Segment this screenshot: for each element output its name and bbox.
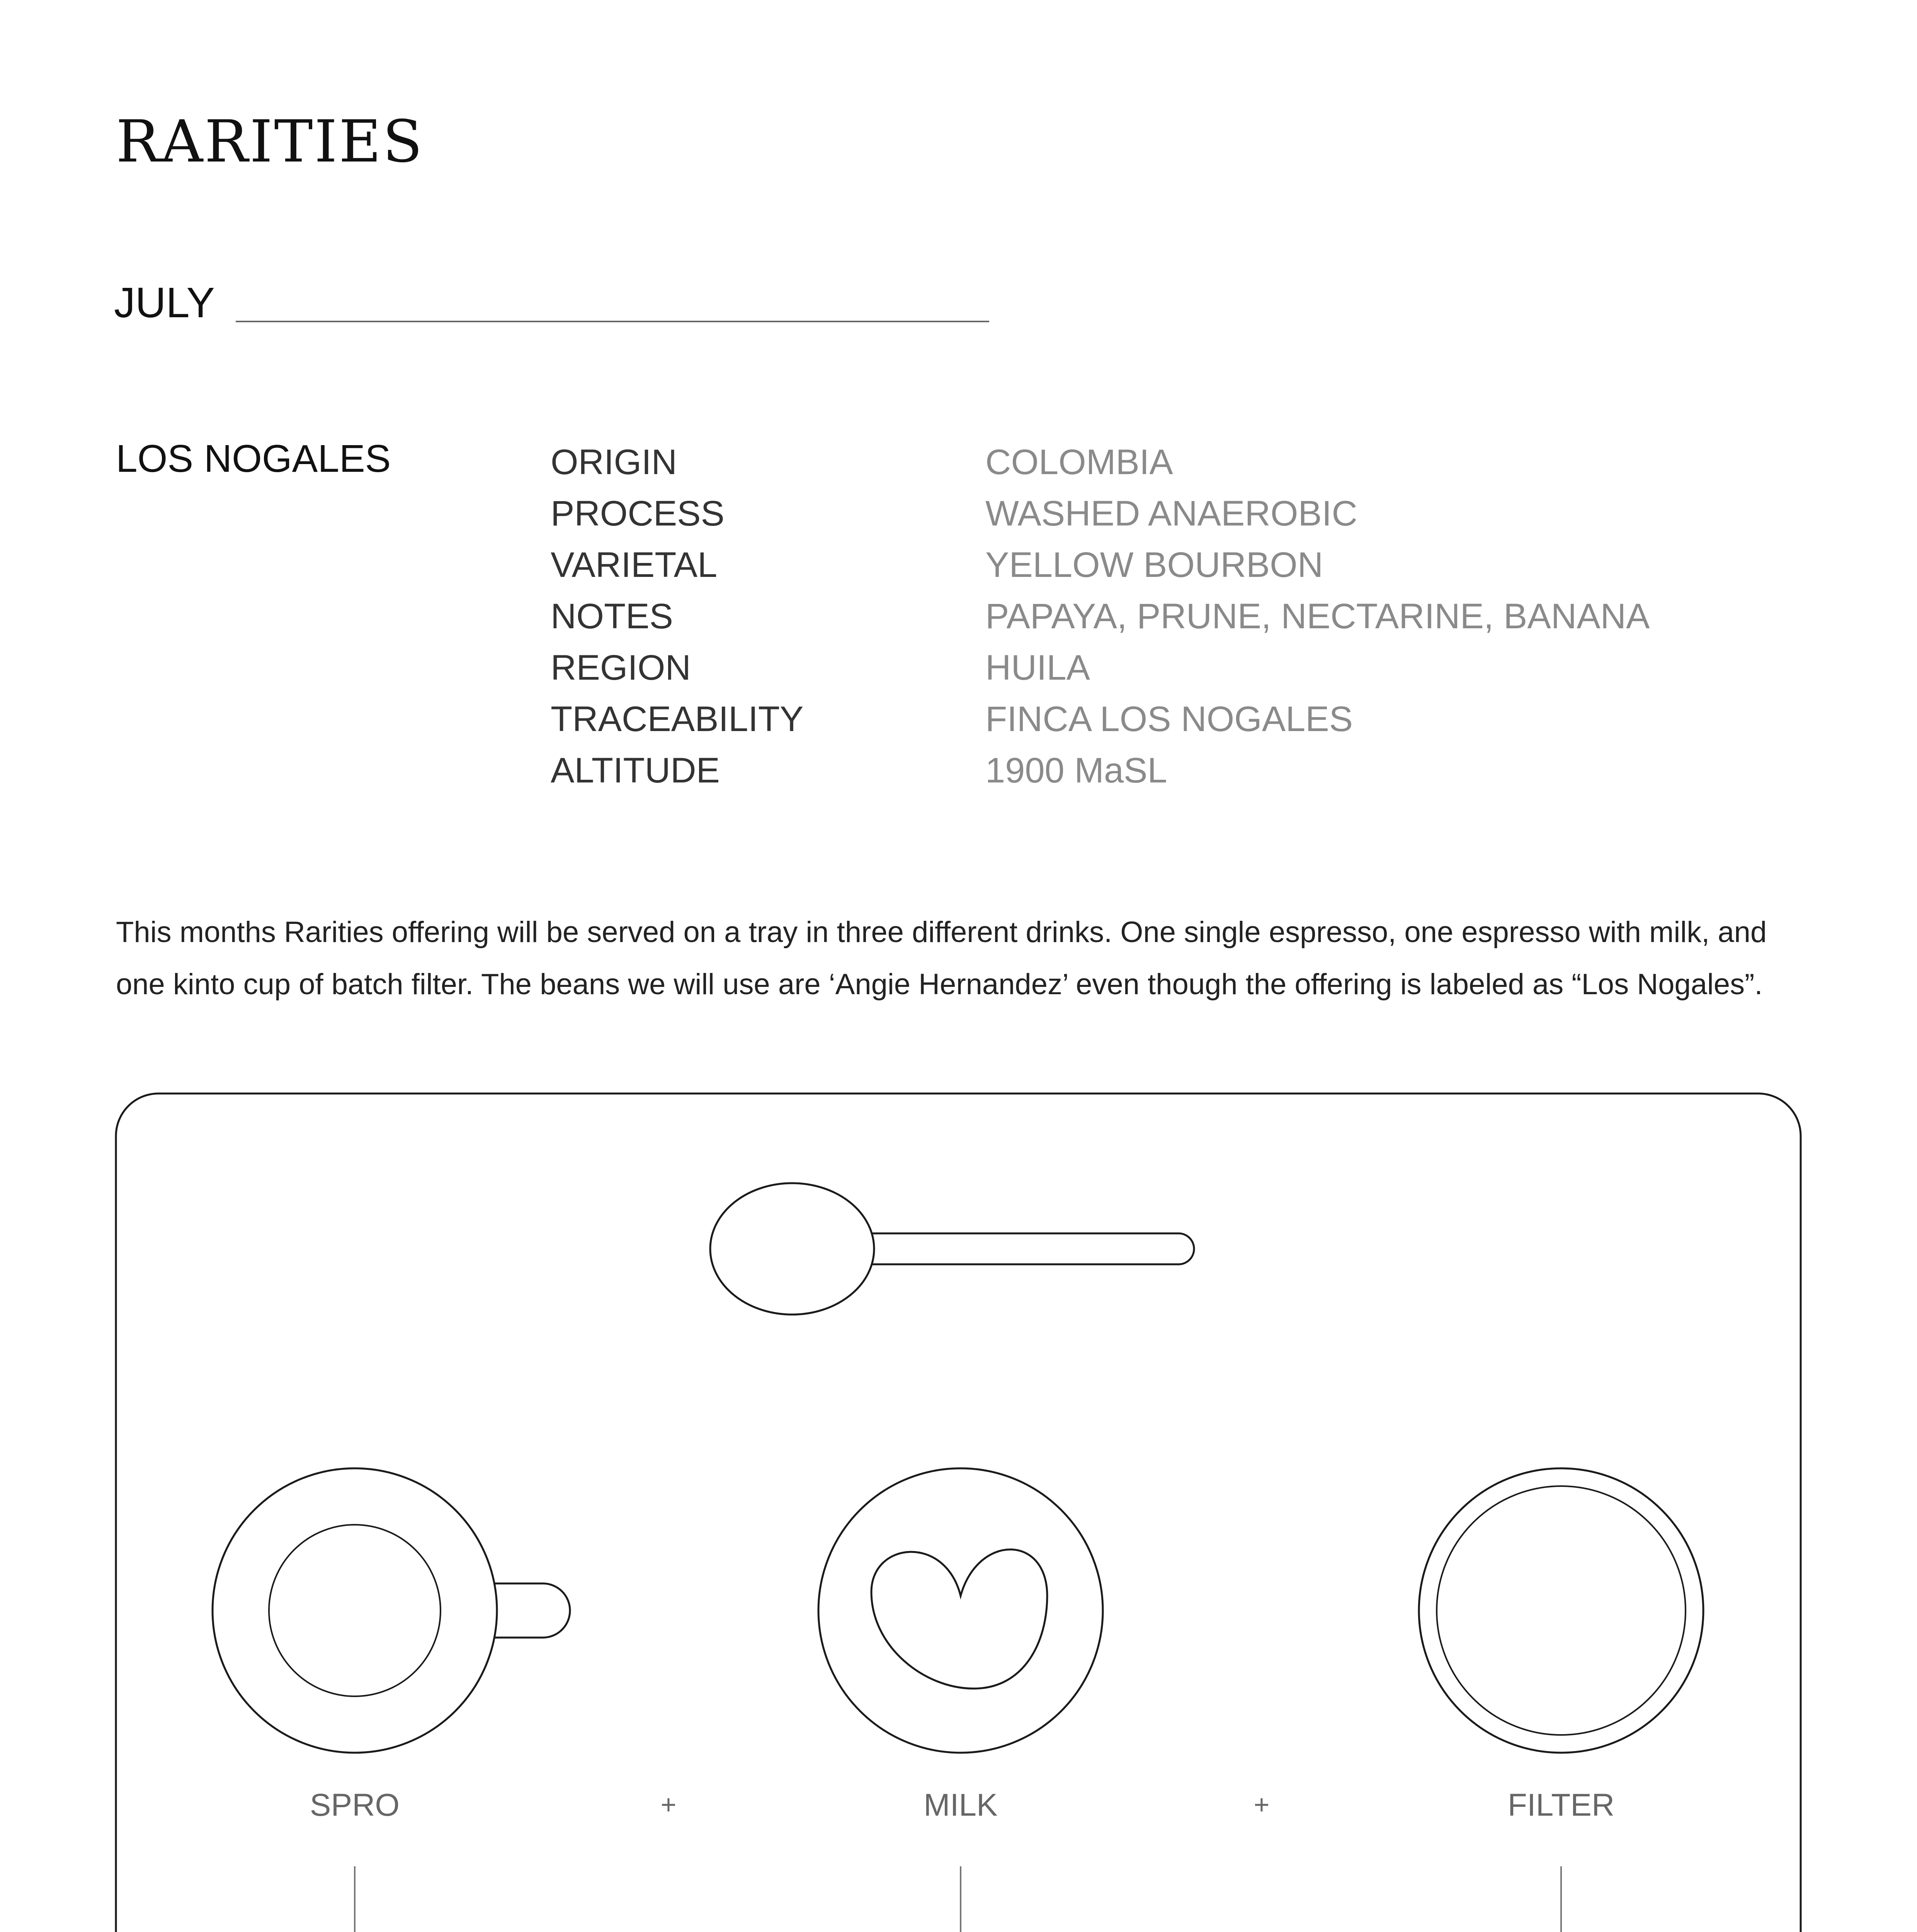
coffee-name: LOS NOGALES <box>116 437 391 480</box>
plus-sign: + <box>660 1789 677 1820</box>
kinto-cup-icon <box>1419 1468 1703 1753</box>
spec-label-process: PROCESS <box>551 494 725 533</box>
spec-value-region: HUILA <box>985 648 1090 687</box>
spec-value-notes: PAPAYA, PRUNE, NECTARINE, BANANA <box>985 597 1650 636</box>
spec-value-traceability: FINCA LOS NOGALES <box>985 699 1353 739</box>
spec-label-notes: NOTES <box>551 597 673 636</box>
plus-sign: + <box>1254 1789 1270 1820</box>
description-line-2: one kinto cup of batch filter. The beans we will use are ‘Angie Hernandez’ even though the offering is labeled as “Los Nogales”. <box>116 968 1763 1001</box>
piccolo-glass-icon <box>818 1468 1103 1753</box>
drink-label-spro: SPRO <box>310 1787 400 1823</box>
spec-label-traceability: TRACEABILITY <box>551 699 804 739</box>
description-line-1: This months Rarities offering will be served on a tray in three different drinks. One single espresso, one espresso with milk, and <box>116 916 1767 949</box>
spec-label-region: REGION <box>551 648 691 687</box>
drink-label-milk: MILK <box>924 1787 998 1823</box>
page-title: RARITIES <box>116 108 424 175</box>
spec-value-origin: COLOMBIA <box>985 442 1173 482</box>
spec-value-process: WASHED ANAEROBIC <box>985 494 1357 533</box>
espresso-cup-icon <box>213 1468 570 1753</box>
spec-value-varietal: YELLOW BOURBON <box>985 545 1323 585</box>
spec-label-altitude: ALTITUDE <box>551 751 720 790</box>
spoon-icon <box>710 1183 1194 1315</box>
drink-label-filter: FILTER <box>1507 1787 1615 1823</box>
spec-label-varietal: VARIETAL <box>551 545 718 585</box>
month-label: JULY <box>114 279 215 327</box>
spec-label-origin: ORIGIN <box>551 442 677 482</box>
spec-value-altitude: 1900 MaSL <box>985 751 1167 790</box>
